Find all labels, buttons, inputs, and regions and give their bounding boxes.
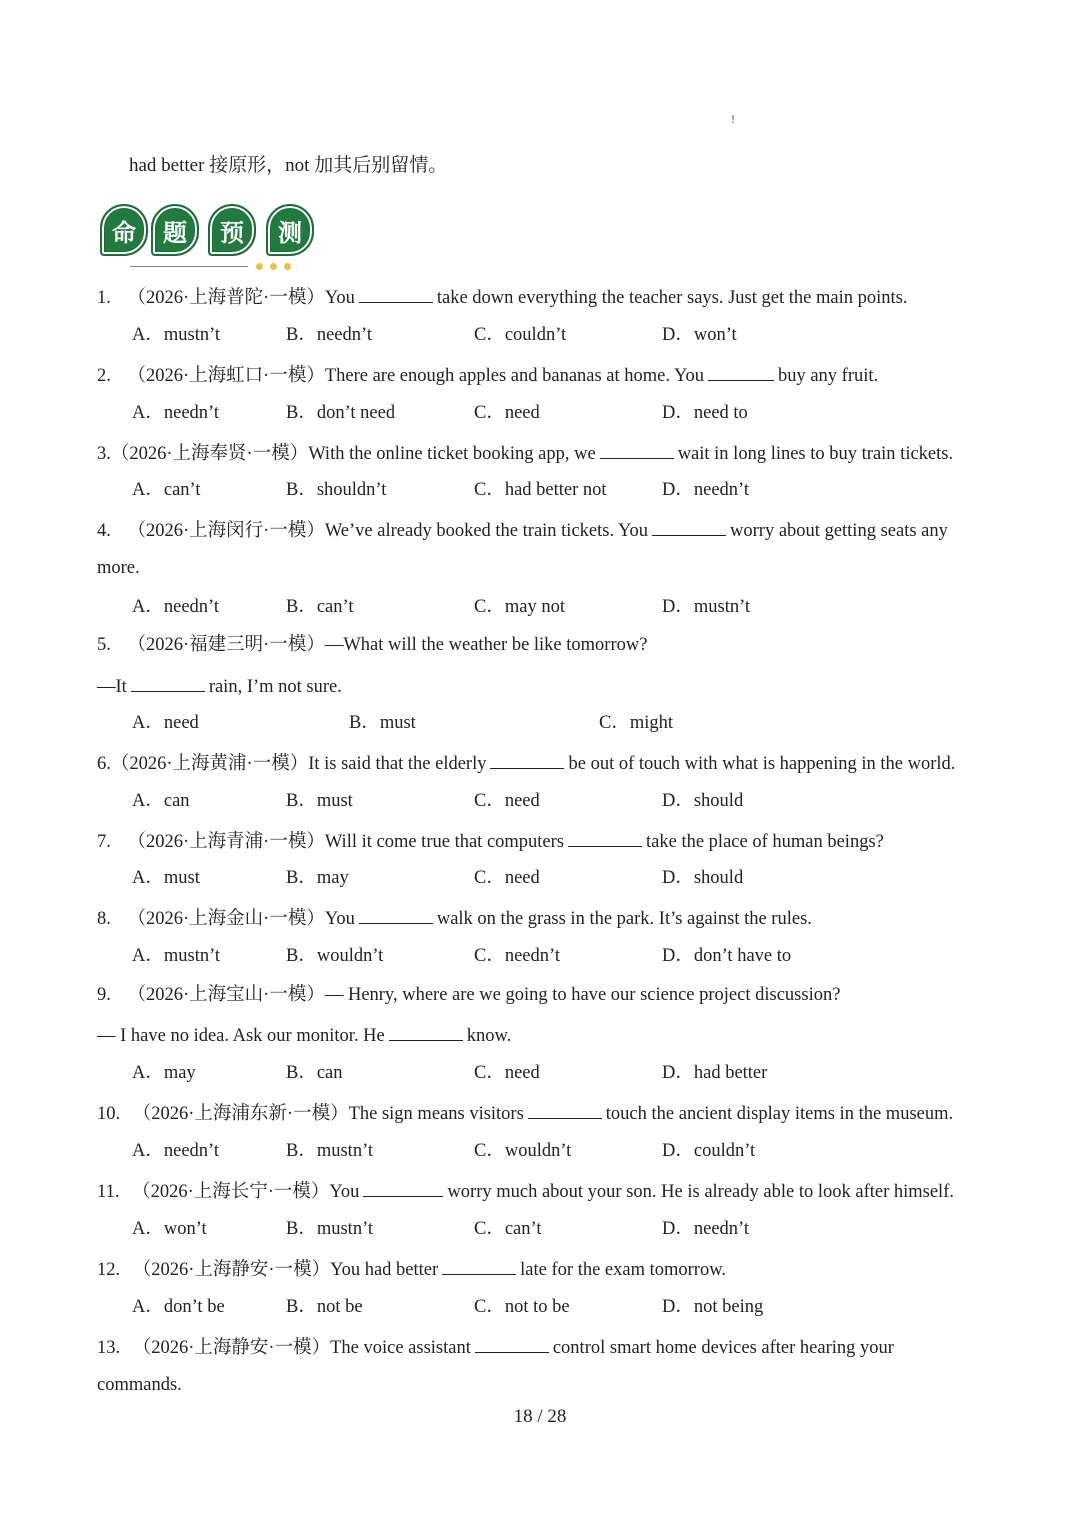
banner-char: 题 bbox=[163, 218, 187, 247]
question-6 bbox=[97, 750, 955, 776]
option-d: D．had better bbox=[662, 1063, 768, 1083]
option-a: A．mustn’t bbox=[132, 325, 221, 345]
option-b: B．mustn’t bbox=[286, 1141, 374, 1161]
question-number: 8. bbox=[97, 909, 111, 929]
answer-blank bbox=[652, 517, 726, 536]
option-a: A．mustn’t bbox=[132, 946, 221, 966]
option-c: C．may not bbox=[474, 597, 565, 617]
option-b: B．mustn’t bbox=[286, 1219, 374, 1239]
question-stem: We’ve already booked the train tickets. You bbox=[324, 521, 649, 541]
banner-dot bbox=[284, 263, 291, 270]
option-c: C．wouldn’t bbox=[474, 1141, 572, 1161]
option-b: B．must bbox=[349, 713, 416, 733]
option-a: A．needn’t bbox=[132, 1141, 219, 1161]
option-a: A．can bbox=[132, 791, 190, 811]
question-stem: With the online ticket booking app, we bbox=[308, 444, 596, 464]
question-stem-rest: know. bbox=[466, 1026, 512, 1046]
question-stem: The sign means visitors bbox=[348, 1104, 524, 1124]
answer-blank bbox=[475, 1334, 549, 1353]
question-number: 7. bbox=[97, 832, 111, 852]
answer-blank bbox=[600, 440, 674, 459]
question-source: （2026·上海闵行·一模） bbox=[127, 521, 325, 541]
question-8 bbox=[97, 905, 812, 931]
banner-char: 命 bbox=[112, 218, 136, 247]
question-number: 6. bbox=[97, 754, 111, 774]
option-c: C．needn’t bbox=[474, 946, 560, 966]
question-number: 3. bbox=[97, 444, 111, 464]
question-number: 1. bbox=[97, 288, 111, 308]
page-number: 18 / 28 bbox=[513, 1406, 567, 1427]
question-source: （2026·上海长宁·一模） bbox=[132, 1182, 330, 1202]
question-stem-rest: worry much about your son. He is already able to look after himself. bbox=[447, 1182, 954, 1202]
question-stem: You bbox=[324, 288, 355, 308]
question-stem-rest: late for the exam tomorrow. bbox=[520, 1260, 726, 1280]
banner-char: 测 bbox=[278, 218, 302, 247]
question-source: （2026·上海黄浦·一模） bbox=[110, 754, 309, 774]
question-stem-rest: walk on the grass in the park. It’s against the rules. bbox=[436, 909, 812, 929]
question-source: （2026·福建三明·一模） bbox=[127, 635, 325, 655]
option-a: A．can’t bbox=[132, 480, 201, 500]
question-number: 2. bbox=[97, 366, 111, 386]
option-a: A．won’t bbox=[132, 1219, 207, 1239]
question-stem: —It bbox=[97, 677, 127, 697]
option-a: A．needn’t bbox=[132, 597, 219, 617]
question-number: 13. bbox=[97, 1338, 121, 1358]
option-b: B．needn’t bbox=[286, 325, 372, 345]
option-b: B．not be bbox=[286, 1297, 363, 1317]
answer-blank bbox=[708, 362, 774, 381]
option-d: D．should bbox=[662, 791, 744, 811]
option-c: C．need bbox=[474, 791, 540, 811]
question-5-continued bbox=[97, 673, 342, 699]
option-c: C．couldn’t bbox=[474, 325, 567, 345]
question-source: （2026·上海青浦·一模） bbox=[127, 832, 325, 852]
question-number: 12. bbox=[97, 1260, 121, 1280]
option-b: B．may bbox=[286, 868, 349, 888]
option-d: D．not being bbox=[662, 1297, 764, 1317]
answer-blank bbox=[363, 1178, 443, 1197]
question-stem: — I have no idea. Ask our monitor. He bbox=[97, 1026, 385, 1046]
answer-blank bbox=[359, 905, 433, 924]
option-b: B．can bbox=[286, 1063, 343, 1083]
question-stem-rest: be out of touch with what is happening in the world. bbox=[568, 754, 956, 774]
question-source: （2026·上海静安·一模） bbox=[132, 1338, 331, 1358]
question-stem: — Henry, where are we going to have our science project discussion? bbox=[324, 985, 841, 1005]
option-a: A．don’t be bbox=[132, 1297, 225, 1317]
answer-blank bbox=[359, 284, 433, 303]
question-5 bbox=[97, 633, 647, 657]
question-stem: You had better bbox=[330, 1260, 439, 1280]
option-d: D．mustn’t bbox=[662, 597, 751, 617]
option-b: B．wouldn’t bbox=[286, 946, 384, 966]
option-d: D．won’t bbox=[662, 325, 737, 345]
banner-badge bbox=[266, 204, 314, 256]
option-a: A．may bbox=[132, 1063, 196, 1083]
question-stem-rest: worry about getting seats any bbox=[730, 521, 948, 541]
option-b: B．don’t need bbox=[286, 403, 396, 423]
option-b: B．must bbox=[286, 791, 353, 811]
question-number: 4. bbox=[97, 521, 111, 541]
question-2 bbox=[97, 362, 878, 388]
question-stem: The voice assistant bbox=[330, 1338, 471, 1358]
answer-blank bbox=[528, 1100, 602, 1119]
question-11 bbox=[97, 1178, 954, 1204]
option-d: D．don’t have to bbox=[662, 946, 792, 966]
option-c: C．need bbox=[474, 1063, 540, 1083]
question-1 bbox=[97, 284, 907, 310]
question-3 bbox=[97, 440, 953, 466]
option-a: A．needn’t bbox=[132, 403, 219, 423]
question-number: 11. bbox=[97, 1182, 120, 1202]
question-source: （2026·上海金山·一模） bbox=[127, 909, 325, 929]
question-stem: There are enough apples and bananas at home. You bbox=[324, 366, 704, 386]
question-source: （2026·上海奉贤·一模） bbox=[110, 444, 309, 464]
option-d: D．couldn’t bbox=[662, 1141, 756, 1161]
answer-blank bbox=[131, 673, 205, 692]
banner-dot bbox=[256, 263, 263, 270]
section-banner bbox=[100, 204, 420, 284]
option-c: C．need bbox=[474, 868, 540, 888]
question-7 bbox=[97, 828, 884, 854]
option-d: D．need to bbox=[662, 403, 748, 423]
question-13 bbox=[97, 1334, 894, 1360]
question-13-continued: commands. bbox=[97, 1375, 182, 1395]
question-stem-rest: touch the ancient display items in the museum. bbox=[605, 1104, 954, 1124]
option-c: C．might bbox=[599, 713, 674, 733]
question-9 bbox=[97, 983, 840, 1007]
question-source: （2026·上海普陀·一模） bbox=[127, 288, 325, 308]
question-9-continued bbox=[97, 1022, 511, 1048]
banner-badge bbox=[208, 204, 256, 256]
question-stem-rest: rain, I’m not sure. bbox=[208, 677, 342, 697]
option-c: C．not to be bbox=[474, 1297, 570, 1317]
question-stem-rest: take down everything the teacher says. Just get the main points. bbox=[436, 288, 908, 308]
option-a: A．must bbox=[132, 868, 200, 888]
answer-blank bbox=[442, 1256, 516, 1275]
question-source: （2026·上海宝山·一模） bbox=[127, 985, 325, 1005]
question-stem: —What will the weather be like tomorrow? bbox=[324, 635, 648, 655]
option-c: C．need bbox=[474, 403, 540, 423]
banner-char: 预 bbox=[220, 218, 244, 247]
question-stem: You bbox=[329, 1182, 360, 1202]
question-number: 9. bbox=[97, 985, 111, 1005]
banner-badge bbox=[100, 204, 148, 256]
banner-badge bbox=[151, 204, 199, 256]
question-stem-rest: wait in long lines to buy train tickets. bbox=[677, 444, 954, 464]
question-stem-rest: control smart home devices after hearing your bbox=[552, 1338, 894, 1358]
option-c: C．had better not bbox=[474, 480, 607, 500]
question-stem-rest: buy any fruit. bbox=[777, 366, 879, 386]
question-source: （2026·上海静安·一模） bbox=[132, 1260, 331, 1280]
question-stem: Will it come true that computers bbox=[324, 832, 565, 852]
option-c: C．can’t bbox=[474, 1219, 542, 1239]
answer-blank bbox=[389, 1022, 463, 1041]
question-number: 10. bbox=[97, 1104, 121, 1124]
option-b: B．shouldn’t bbox=[286, 480, 387, 500]
question-4 bbox=[97, 517, 948, 543]
answer-blank bbox=[490, 750, 564, 769]
option-a: A．need bbox=[132, 713, 199, 733]
question-number: 5. bbox=[97, 635, 111, 655]
answer-blank bbox=[568, 828, 642, 847]
question-4-continued: more. bbox=[97, 558, 140, 578]
banner-divider bbox=[130, 266, 248, 267]
option-d: D．needn’t bbox=[662, 480, 749, 500]
option-d: D．needn’t bbox=[662, 1219, 749, 1239]
question-12 bbox=[97, 1256, 726, 1282]
question-10 bbox=[97, 1100, 953, 1126]
option-d: D．should bbox=[662, 868, 744, 888]
question-source: （2026·上海浦东新·一模） bbox=[132, 1104, 349, 1124]
page-mark: ! bbox=[731, 112, 735, 126]
banner-dot bbox=[270, 263, 277, 270]
question-stem-rest: take the place of human beings? bbox=[646, 832, 884, 852]
question-source: （2026·上海虹口·一模） bbox=[127, 366, 325, 386]
option-b: B．can’t bbox=[286, 597, 354, 617]
intro-text: had better 接原形，not 加其后别留情。 bbox=[129, 155, 448, 176]
question-stem: It is said that the elderly bbox=[308, 754, 487, 774]
question-stem: You bbox=[324, 909, 355, 929]
